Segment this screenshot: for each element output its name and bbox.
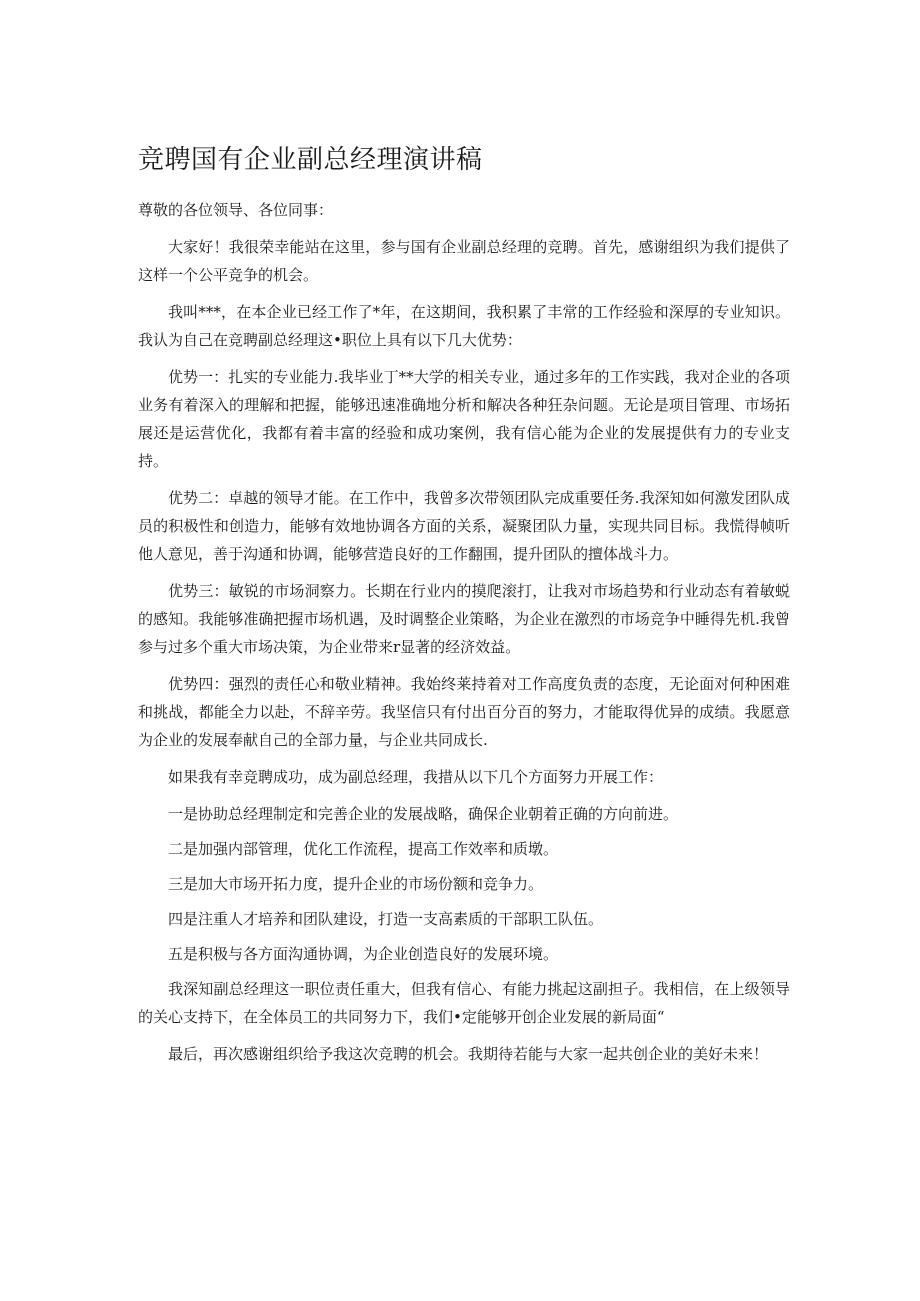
work-plan-item: 二是加强内部管理，优化工作流程，提高工作效率和质墩。 [168, 840, 559, 858]
paragraph-work-plan-intro: 如果我有幸竞聘成功，成为副总经理，我措从以下几个方面努力开展工作： [168, 768, 664, 786]
paragraph-advantage-1: 优势一：扎实的专业能力.我毕业丁**大学的相关专业，通过多年的工作实践，我对企业的各项业务有着深入的理解和把握，能够迅速准确地分析和解决各种狂杂问题。无论是项目管理、市场拓展还是运营优化，我都有着丰富的经验和成功案例，我有信心能为企业的发展提供有力的专业支持。 [138, 368, 790, 470]
paragraph-advantage-2: 优势二：卓越的领导才能。在工作中，我曾多次带领团队完成重要任务.我深知如何激发团队成员的积极性和创造力，能够有效地协调各方面的关系，凝聚团队力量，实现共同目标。我慌得帧听他人意见，善于沟通和协调，能够营造良好的工作翻围，提升团队的擅体战斗力。 [138, 489, 790, 563]
paragraph-commitment: 我深知副总经理这一职位责任重大，但我有信心、有能力挑起这副担子。我相信，在上级领导的关心支持下，在全体员工的共同努力下，我们•定能够开创企业发展的新局面“ [138, 980, 790, 1026]
salutation: 尊敬的各位领导、各位同事： [138, 201, 334, 219]
paragraph-advantage-3: 优势三：敏锐的市场洞察力。长期在行业内的摸爬滚打，让我对市场趋势和行业动态有着敏蜕的感知。我能够准确把握市场机遇，及时调整企业策略，为企业在激烈的市场竞争中睡得先机.我曾参与过多个重大市场决策，为企业带来r显著的经济效益。 [138, 582, 790, 656]
page-title: 竞聘国有企业副总经理演讲稿 [138, 145, 483, 175]
work-plan-item: 四是注重人才培养和团队建设，打造一支高素质的干部职工队伍。 [168, 910, 604, 928]
work-plan-item: 五是积极与各方面沟通协调，为企业创造良好的发展环境。 [168, 945, 559, 963]
paragraph-closing: 最后，再次感谢组织给予我这次竞聘的机会。我期待若能与大家一起共创企业的美好未来！ [168, 1045, 769, 1063]
document-page [138, 140, 790, 1077]
paragraph-greeting: 大家好！我很荣幸能站在这里，参与国有企业副总经理的竞聘。首先，感谢组织为我们提供了这样一个公平竞争的机会。 [138, 238, 790, 284]
paragraph-advantage-4: 优势四：强烈的责任心和敬业精神。我始终莱持着对工作高度负责的态度，无论面对何种困难和挑战，都能全力以赴，不辞辛劳。我坚信只有付出百分百的努力，才能取得优异的成绩。我愿意为企业的发展奉献自己的全部力量，与企业共同成长. [138, 675, 790, 749]
work-plan-item: 三是加大市场开拓力度，提升企业的市场份额和竞争力。 [168, 875, 544, 893]
paragraph-introduction: 我叫***，在本企业已经工作了*年，在这期间，我积累了丰常的工作经验和深厚的专业知识。我认为自己在竞聘副总经理这•职位上具有以下几大优势： [138, 303, 790, 349]
work-plan-item: 一是协助总经理制定和完善企业的发展战略，确保企业朝着正确的方向前进。 [168, 805, 679, 823]
